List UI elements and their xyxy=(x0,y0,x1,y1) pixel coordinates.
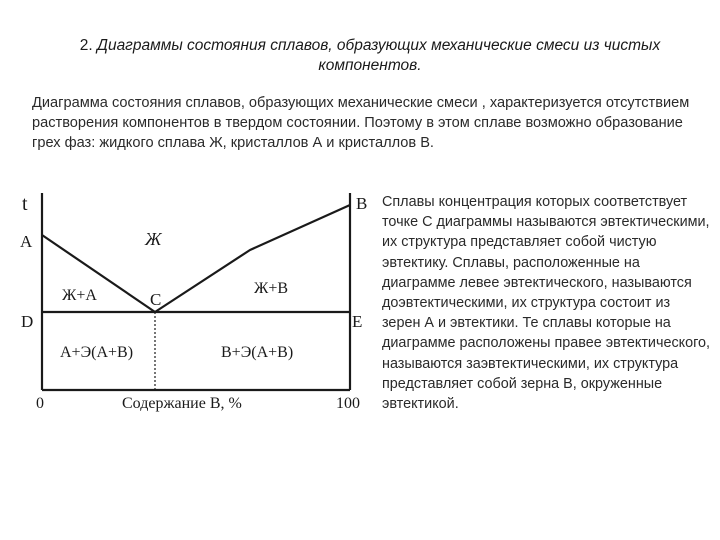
point-c-label: C xyxy=(150,290,162,309)
region-liquid-b-label: Ж+В xyxy=(254,280,289,297)
axis-max-label: 100 xyxy=(336,395,360,412)
axis-min-label: 0 xyxy=(36,395,44,412)
region-liquid-label: Ж xyxy=(145,229,162,249)
region-b-eutectic-label: В+Э(А+В) xyxy=(221,344,294,361)
heading-title: Диаграммы состояния сплавов, образующих механические смеси из чистых xyxy=(97,37,661,54)
intro-paragraph: Диаграмма состояния сплавов, образующих механические смеси , характеризуется отсутствием растворения компонентов в твердом состоянии. Поэтому в этом сплаве возможно образование грех фаз: жидкого сплава Ж, кристаллов А и кристаллов В. xyxy=(32,95,690,151)
heading-number: 2. xyxy=(79,37,93,54)
description-paragraph: Сплавы концентрация которых соответствует точке С диаграммы называются эвтектическими, их структура представляет собой чистую эвтектику. Сплавы, расположенные на диаграмме левее эвтектического, называются доэвтектическими, их структура состоит из зерен А и эвтектики. Те сплавы которые на диаграмме расположены правее эвтектического, называются заэвтектическими, их структура представляет собой зерна В, окруженные эвтектикой. xyxy=(382,194,711,413)
temperature-axis-label: t xyxy=(22,193,28,215)
point-a-label: A xyxy=(20,232,33,251)
point-b-label: B xyxy=(356,194,368,213)
region-a-eutectic-label: А+Э(А+В) xyxy=(60,344,134,361)
axis-title: Содержание В, % xyxy=(122,395,242,412)
region-liquid-a-label: Ж+А xyxy=(62,287,97,304)
point-e-label: E xyxy=(352,312,363,331)
heading-title-continuation: компонентов. xyxy=(318,57,422,74)
point-d-label: D xyxy=(21,312,34,331)
